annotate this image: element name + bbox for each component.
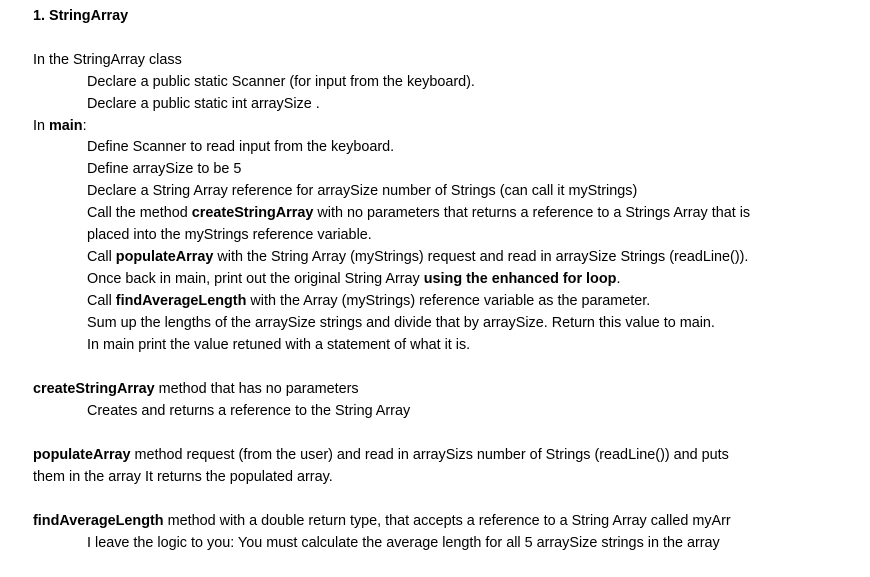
main-step-8: Sum up the lengths of the arraySize strings and divide that by arraySize. Return this value to main. [87, 315, 715, 331]
class-intro: In the StringArray class [33, 52, 182, 68]
heading-text: 1. StringArray [33, 8, 129, 24]
create-method-name: createStringArray [33, 381, 155, 397]
step-7-pre: Call [87, 293, 116, 309]
step-6-pre: Once back in main, print out the original String Array [87, 271, 424, 287]
main-step-3: Declare a String Array reference for arraySize number of Strings (can call it myStrings) [87, 183, 638, 199]
class-item-scanner: Declare a public static Scanner (for input from the keyboard). [87, 74, 475, 90]
main-step-5 [87, 248, 748, 266]
main-step-4-cont: placed into the myStrings reference variable. [87, 227, 372, 243]
create-method-desc: method that has no parameters [154, 381, 359, 397]
main-intro [33, 117, 87, 135]
main-step-6 [87, 270, 620, 288]
main-step-1: Define Scanner to read input from the keyboard. [87, 139, 395, 155]
populate-section-title [33, 446, 729, 464]
average-method-name: findAverageLength [33, 513, 164, 529]
class-item-arraysize: Declare a public static int arraySize . [87, 96, 320, 112]
step-5-pre: Call [87, 249, 116, 265]
step-7-post: with the Array (myStrings) reference variable as the parameter. [246, 293, 651, 309]
create-section-title [33, 380, 359, 398]
step-7-method: findAverageLength [115, 293, 247, 309]
average-section-detail: I leave the logic to you: You must calculate the average length for all 5 arraySize strings in the array [87, 535, 720, 551]
main-intro-bold: main [49, 118, 83, 134]
main-intro-prefix: In [33, 118, 49, 134]
step-6-bold: using the enhanced for loop [423, 271, 617, 287]
populate-section-cont: them in the array It returns the populated array. [33, 469, 333, 485]
step-5-post: with the String Array (myStrings) request and read in arraySize Strings (readLine()). [213, 249, 749, 265]
populate-method-desc: method request (from the user) and read in arraySizs number of Strings (readLine()) and puts [130, 447, 729, 463]
main-step-4 [87, 204, 750, 222]
main-step-7 [87, 292, 650, 310]
step-5-method: populateArray [115, 249, 214, 265]
main-intro-suffix: : [82, 118, 87, 134]
populate-method-name: populateArray [33, 447, 131, 463]
average-method-desc: method with a double return type, that accepts a reference to a String Array called myArr [163, 513, 731, 529]
step-6-post: . [616, 271, 621, 287]
main-step-9: In main print the value retuned with a statement of what it is. [87, 337, 471, 353]
create-section-detail: Creates and returns a reference to the String Array [87, 403, 411, 419]
step-4-method: createStringArray [191, 205, 314, 221]
step-4-post: with no parameters that returns a reference to a Strings Array that is [313, 205, 751, 221]
main-step-2: Define arraySize to be 5 [87, 161, 242, 177]
step-4-pre: Call the method [87, 205, 192, 221]
section-heading [33, 7, 128, 25]
average-section-title [33, 512, 731, 530]
